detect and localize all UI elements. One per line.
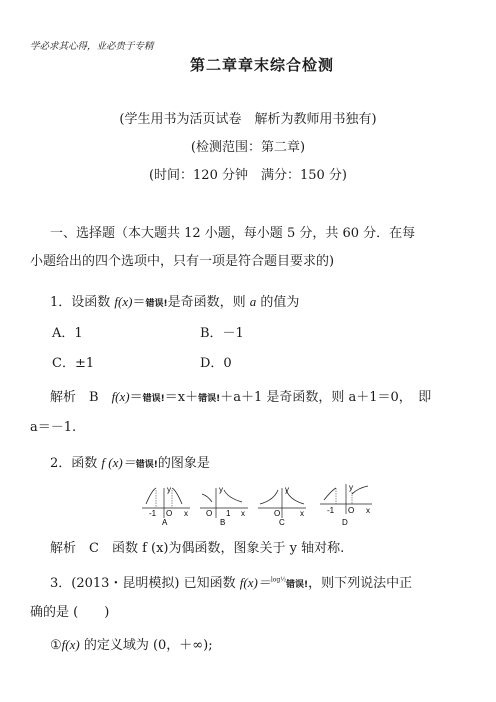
q1-sol-pre: 解析 B [50,390,112,405]
q1-fx: f(x) [114,294,133,309]
q2-error-tag: 错误! [135,460,158,470]
graph-b-tick-1: 1 [226,509,231,518]
q3-item1-num: ① [50,638,62,653]
graph-d-label: D [342,518,348,526]
q1-sol-error-tag-2: 错误! [198,394,221,404]
subtitle-scope: (检测范围：第二章) [190,140,306,155]
q3-stem-pre: 3．(2013・昆明模拟) 已知函数 [50,576,240,591]
q1-option-a: A．1 [52,326,83,341]
graph-d [320,484,372,526]
q1-a: a [249,294,257,309]
q2-sol-text: 函数 f (x)为偶函数，图象关于 y 轴对称. [111,541,345,556]
q2-sol-pre: 解析 C [50,541,112,556]
q1-solution [50,386,431,405]
q2-fx: f (x)＝ [101,455,136,470]
graph-c-origin: O [274,509,281,518]
graph-c-x-label: x [300,509,304,518]
q3-stem-post: ，则下列说法中正 [308,576,413,591]
graph-a-origin: O [166,509,173,518]
graph-b-x-label: x [241,509,245,518]
q1-sol-eq2: ＝x＋ [164,390,199,405]
graph-d-origin: O [348,506,355,515]
section-heading-line2: 小题给出的四个选项中，只有一项是符合题目要求的) [30,254,335,269]
q1-option-c: C．±1 [52,356,95,371]
q1-stem-pre: 1．设函数 [50,295,115,310]
q2-stem-post: 的图象是 [157,456,210,471]
graph-b-y-label: y [219,485,223,494]
graph-d-y-label: y [349,484,353,492]
q3-log: log [270,576,281,584]
subtitle-note: (学生用书为活页试卷 解析为教师用书独有) [119,112,377,127]
q3-error-tag: 错误! [286,580,309,590]
q3-fx: f(x)＝ [239,575,271,590]
q3-log-base: ½ [280,576,287,584]
q1-sol-eq: ＝ [129,390,143,405]
q3-stem [50,572,412,591]
q1-eq: ＝ [132,295,146,310]
q3-item1-text: 的定义域为 (0，＋∞); [79,638,213,653]
section-heading-line1: 一、选择题（本大题共 12 小题，每小题 5 分，共 60 分．在每 [50,226,416,241]
graph-a [142,485,190,526]
q1-stem-post: 是奇函数，则 [167,295,250,310]
graph-a-x-label: x [184,509,188,518]
q2-solution [50,537,344,556]
graph-c [258,485,306,526]
q1-stem-end: 的值为 [256,295,300,310]
graph-a-label: A [162,518,168,526]
header-note: 学必求其心得，业必贵于专精 [30,41,154,52]
q1-option-b: B．－1 [200,326,244,341]
q3-item-1 [50,634,213,653]
graph-a-tick-neg1: -1 [149,509,157,518]
page-title: 第二章章末综合检测 [190,56,335,74]
graph-b [200,485,248,526]
q2-graph-options [140,484,380,526]
graph-d-tick-neg1: -1 [327,506,335,515]
subtitle-time: (时间：120 分钟 满分：150 分) [148,168,348,183]
q1-sol-fx: f(x) [111,389,130,404]
graph-c-label: C [279,518,285,526]
graph-b-origin: O [206,509,213,518]
q1-solution-line2: a＝－1. [30,420,77,435]
graph-d-x-label: x [366,506,370,515]
graph-c-y-label: y [285,485,289,494]
graph-b-label: B [220,518,226,526]
q1-sol-mid: ＋a＋1 是奇函数，则 a＋1＝0， 即 [220,390,432,405]
q1-stem [50,291,299,310]
graph-a-y-label: y [167,485,171,494]
q1-error-tag: 错误! [145,299,168,309]
q1-option-d: D．0 [200,356,232,371]
q3-item1-fx: f(x) [61,637,80,652]
q2-stem [50,452,210,471]
q3-stem-line2: 确的是 ( ) [30,605,110,620]
q2-stem-pre: 2．函数 [50,456,102,471]
q1-sol-error-tag-1: 错误! [142,394,165,404]
